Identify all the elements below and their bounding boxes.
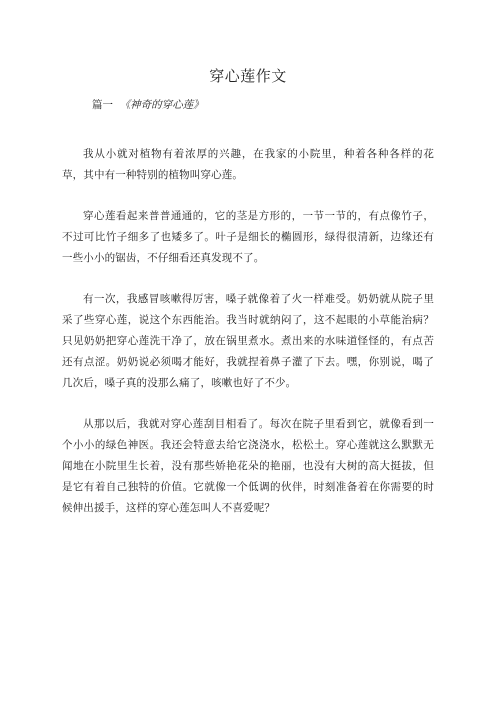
section-label: 篇一 xyxy=(92,99,113,111)
document-title: 穿心莲作文 xyxy=(209,67,287,85)
section-heading xyxy=(62,96,434,114)
paragraph: 穿心莲看起来普普通通的，它的茎是方形的，一节一节的，有点像竹子，不过可比竹子细多了也矮多了。叶子是细长的椭圆形，绿得很清新，边缘还有一些小小的锯齿，不仔细看还真发现不了。 xyxy=(62,210,434,264)
paragraph: 从那以后，我就对穿心莲刮目相看了。每次在院子里看到它，就像看到一个小小的绿色神医。我还会特意去给它浇浇水，松松土。穿心莲就这么默默无闻地在小院里生长着，没有那些娇艳花朵的艳丽，也没有大树的高大挺拔，但是它有着自己独特的价值。它就像一个低调的伙伴，时刻准备着在你需要的时候伸出援手，这样的穿心莲怎叫人不喜爱呢？ xyxy=(62,418,434,514)
paragraph: 我从小就对植物有着浓厚的兴趣，在我家的小院里，种着各种各样的花草，其中有一种特别的植物叫穿心莲。 xyxy=(62,148,434,181)
section-title: 《神奇的穿心莲》 xyxy=(119,99,204,111)
paragraph: 有一次，我感冒咳嗽得厉害，嗓子就像着了火一样难受。奶奶就从院子里采了些穿心莲，说这个东西能治。我当时就纳闷了，这不起眼的小草能治病？只见奶奶把穿心莲洗干净了，放在锅里煮水。煮出来的水味道怪怪的，有点苦还有点涩。奶奶说必须喝才能好，我就捏着鼻子灌了下去。嘿，你别说，喝了几次后，嗓子真的没那么痛了，咳嗽也好了不少。 xyxy=(62,293,434,389)
